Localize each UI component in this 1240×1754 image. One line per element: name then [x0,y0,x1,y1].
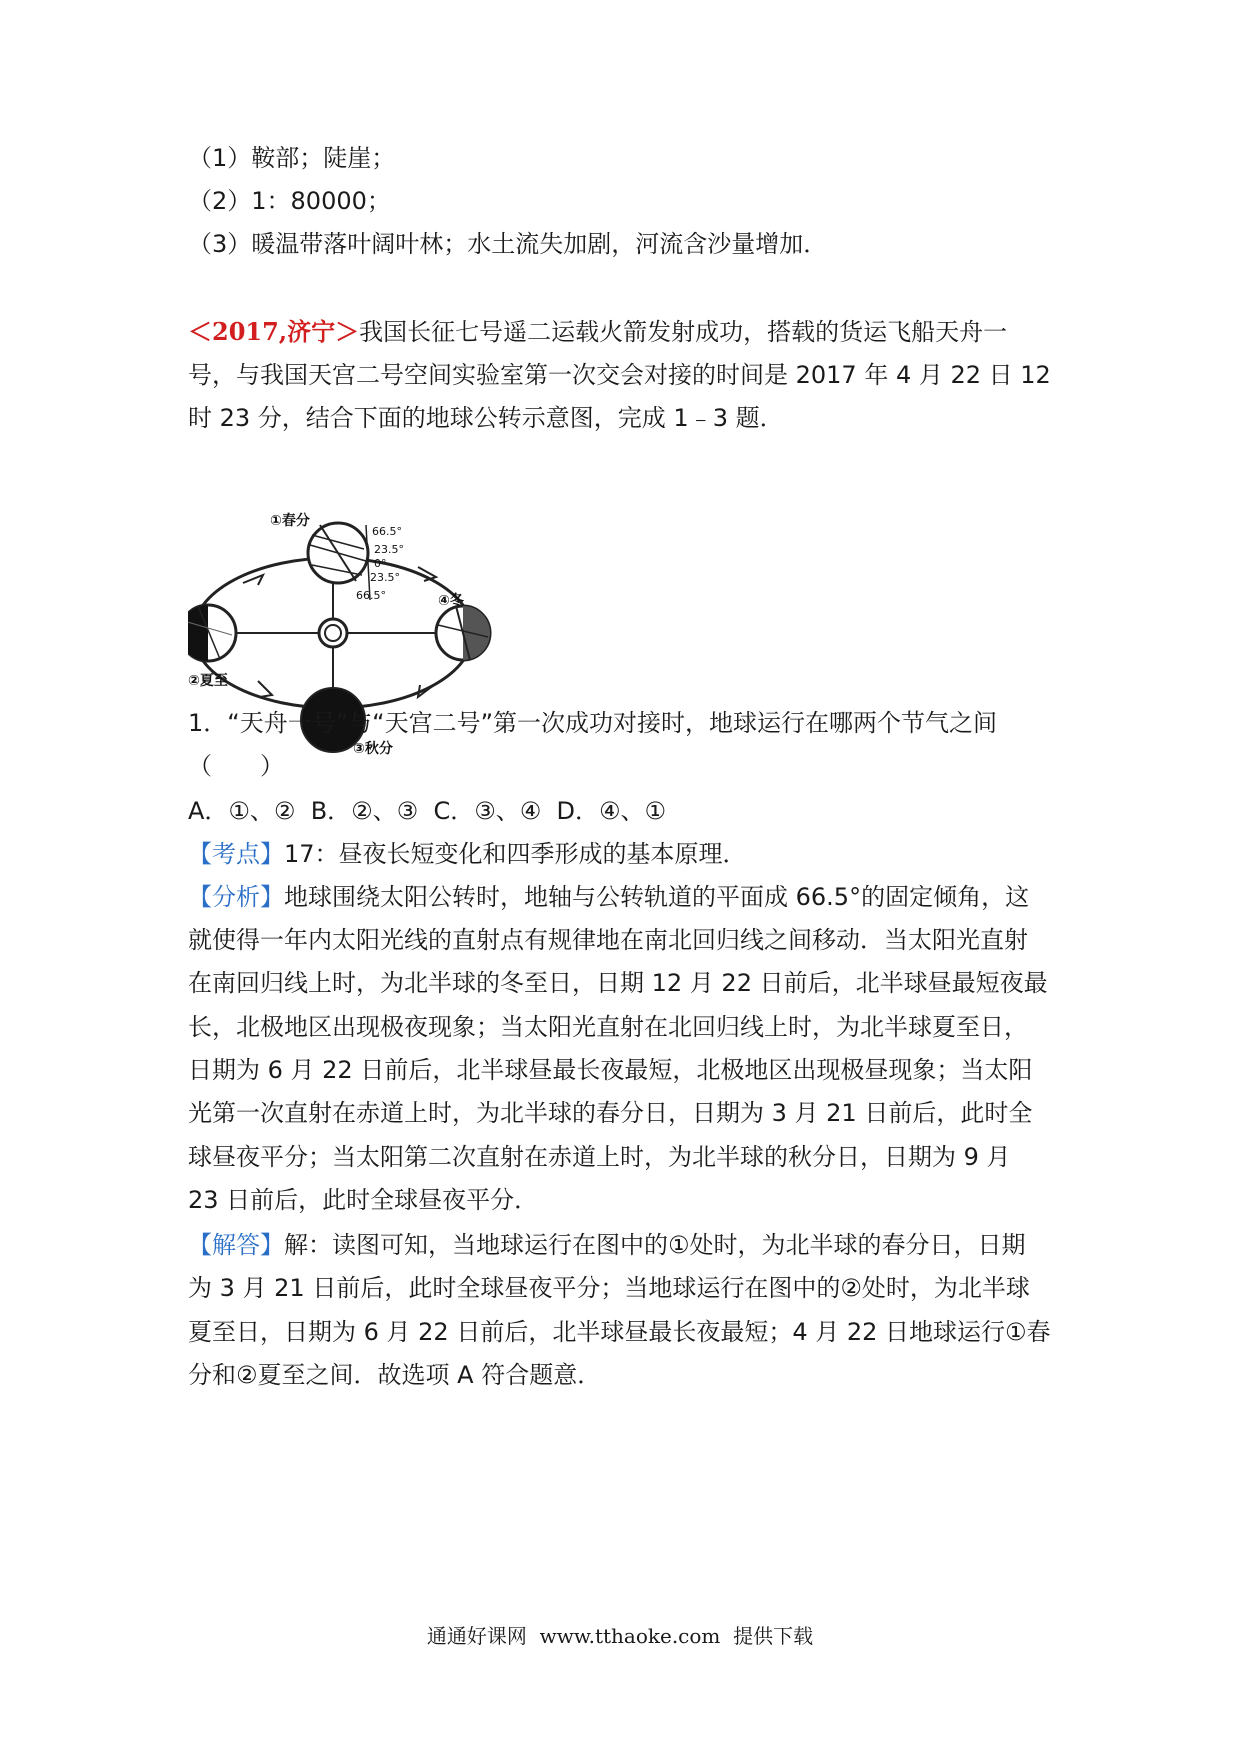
source-tag: ＜2017,济宁＞ [188,317,360,346]
jieda-tag: 【解答】 [188,1231,284,1259]
question-line-1: 1．“天舟一号”与“天宫二号”第一次成功对接时，地球运行在哪两个节气之间 [188,709,998,737]
intro-line-3: 时 23 分，结合下面的地球公转示意图，完成 1﹣3 题． [188,404,784,432]
fenxi-line: 光第一次直射在赤道上时，为北半球的春分日，日期为 3 月 21 日前后，此时全 [188,1099,1033,1127]
label-summer: ②夏至 [188,673,228,689]
jieda-line-1 [188,1229,1058,1261]
kaodian-line [188,838,1058,870]
fenxi-line: 球昼夜平分；当太阳第二次直射在赤道上时，为北半球的秋分日，日期为 9 月 [188,1143,1011,1171]
arrow-icon [243,575,263,585]
fenxi-first: 地球围绕太阳公转时，地轴与公转轨道的平面成 66.5°的固定倾角，这 [284,883,1030,911]
label-spring: ①春分 [270,513,310,529]
answer-line-1: （1）鞍部；陡崖； [188,144,396,172]
jieda-first: 解：读图可知，当地球运行在图中的①处时，为北半球的春分日，日期 [284,1231,1026,1259]
label-autumn: ③秋分 [353,741,393,757]
jieda-line: 夏至日，日期为 6 月 22 日前后，北半球昼最长夜最短；4 月 22 日地球运行①春 [188,1318,1051,1346]
angle-label-1: 66.5° [372,525,402,538]
answer-line-2: （2）1：80000； [188,187,391,215]
fenxi-line: 长，北极地区出现极夜现象；当太阳光直射在北回归线上时，为北半球夏至日， [188,1013,1028,1041]
question-options: A．①、② B．②、③ C．③、④ D．④、① [188,797,667,825]
arrow-icon [258,681,272,697]
page-footer: 通通好课网 www.tthaoke.com 提供下载 [426,1624,814,1648]
fenxi-line-1 [188,881,1058,913]
angle-label-2: 23.5° [374,543,404,556]
intro-text-1: 我国长征七号遥二运载火箭发射成功，搭载的货运飞船天舟一 [359,318,1008,346]
fenxi-line: 23 日前后，此时全球昼夜平分． [188,1186,539,1214]
kaodian-tag: 【考点】 [188,840,284,868]
angle-label-4: 23.5° [370,571,400,584]
label-winter: ④冬 [438,593,464,609]
jieda-line: 分和②夏至之间．故选项 A 符合题意． [188,1361,602,1389]
angle-label-3: 0° [374,557,387,570]
question-line-2: （ ） [188,752,284,780]
fenxi-line: 在南回归线上时，为北半球的冬至日，日期 12 月 22 日前后，北半球昼最短夜最 [188,969,1048,997]
intro-line-2: 号，与我国天宫二号空间实验室第一次交会对接的时间是 2017 年 4 月 22 日 12 [188,361,1051,389]
earth-summer [188,605,236,661]
fenxi-line: 就使得一年内太阳光线的直射点有规律地在南北回归线之间移动．当太阳光直射 [188,926,1028,954]
angle-label-5: 66.5° [356,589,386,602]
kaodian-text: 17：昼夜长短变化和四季形成的基本原理． [284,840,747,868]
fenxi-line: 日期为 6 月 22 日前后，北半球昼最长夜最短，北极地区出现极昼现象；当太阳 [188,1056,1033,1084]
intro-line-1 [188,316,1058,348]
answer-line-3: （3）暖温带落叶阔叶林；水土流失加剧，河流含沙量增加． [188,230,828,258]
jieda-line: 为 3 月 21 日前后，此时全球昼夜平分；当地球运行在图中的②处时，为北半球 [188,1274,1030,1302]
fenxi-tag: 【分析】 [188,883,284,911]
earth-winter [436,606,490,660]
